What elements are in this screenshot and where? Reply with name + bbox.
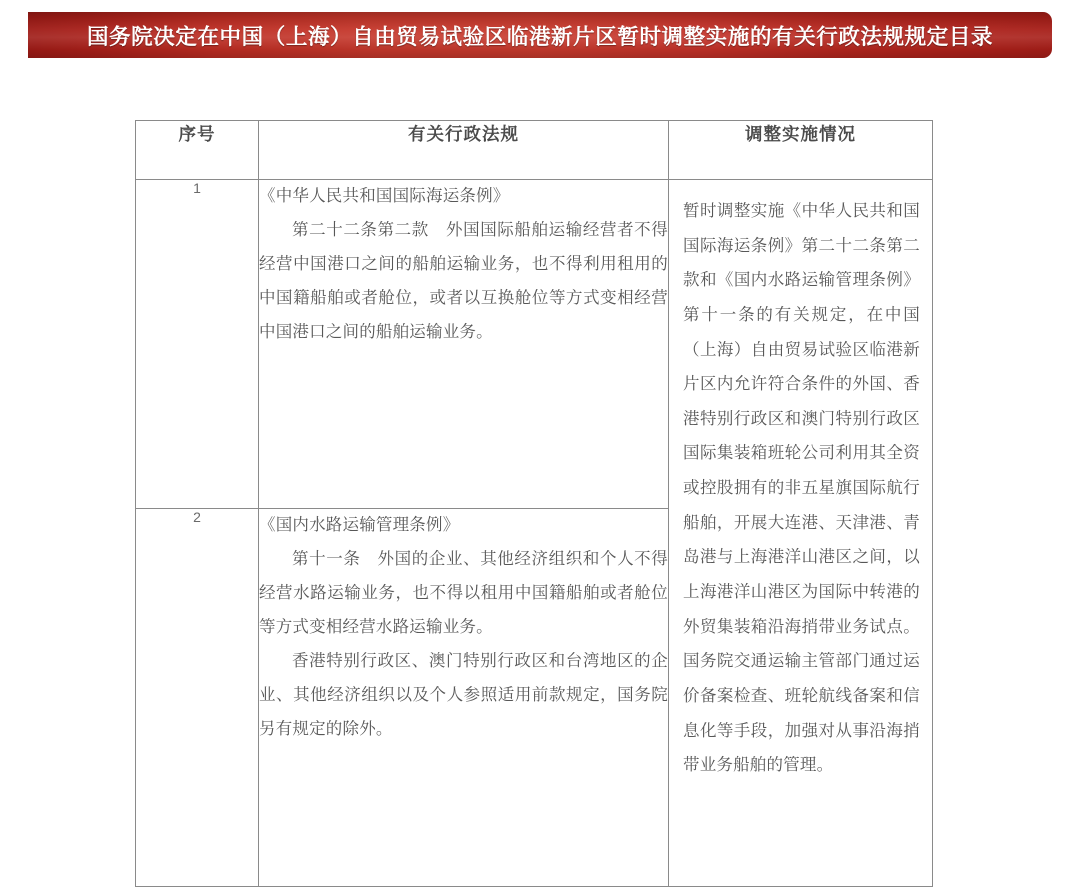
row-number: 2 [136, 509, 259, 887]
regulation-paragraph: 香港特别行政区、澳门特别行政区和台湾地区的企业、其他经济组织以及个人参照适用前款规定，国务院另有规定的除外。 [259, 651, 668, 738]
column-header-regulation: 有关行政法规 [259, 121, 669, 180]
regulation-cell [259, 509, 669, 887]
column-header-adjustment: 调整实施情况 [669, 121, 933, 180]
column-header-no: 序号 [136, 121, 259, 180]
regulation-title: 《中华人民共和国国际海运条例》 [259, 187, 510, 205]
regulation-paragraph: 第二十二条第二款 外国国际船舶运输经营者不得经营中国港口之间的船舶运输业务，也不得利用租用的中国籍船舶或者舱位，或者以互换舱位等方式变相经营中国港口之间的船舶运输业务。 [259, 220, 668, 341]
title-banner [28, 12, 1052, 58]
regulation-cell [259, 180, 669, 509]
regulation-title: 《国内水路运输管理条例》 [259, 516, 460, 534]
adjustment-paragraph: 暂时调整实施《中华人民共和国国际海运条例》第二十二条第二款和《国内水路运输管理条例》第十一条的有关规定，在中国（上海）自由贸易试验区临港新片区内允许符合条件的外国、香港特别行政区和澳门特别行政区国际集装箱班轮公司利用其全资或控股拥有的非五星旗国际航行船舶，开展大连港、天津港、青岛港与上海港洋山港区之间，以上海港洋山港区为国际中转港的外贸集装箱沿海捎带业务试点。国务院交通运输主管部门通过运价备案检查、班轮航线备案和信息化等手段，加强对从事沿海捎带业务船舶的管理。 [683, 202, 920, 775]
regulation-paragraph: 第十一条 外国的企业、其他经济组织和个人不得经营水路运输业务，也不得以租用中国籍船舶或者舱位等方式变相经营水路运输业务。 [259, 549, 668, 636]
regulations-table [135, 120, 933, 887]
table-header-row [136, 121, 933, 180]
row-number: 1 [136, 180, 259, 509]
page-title: 国务院决定在中国（上海）自由贸易试验区临港新片区暂时调整实施的有关行政法规规定目录 [28, 12, 1052, 58]
adjustment-cell [669, 180, 933, 887]
table-row [136, 180, 933, 509]
